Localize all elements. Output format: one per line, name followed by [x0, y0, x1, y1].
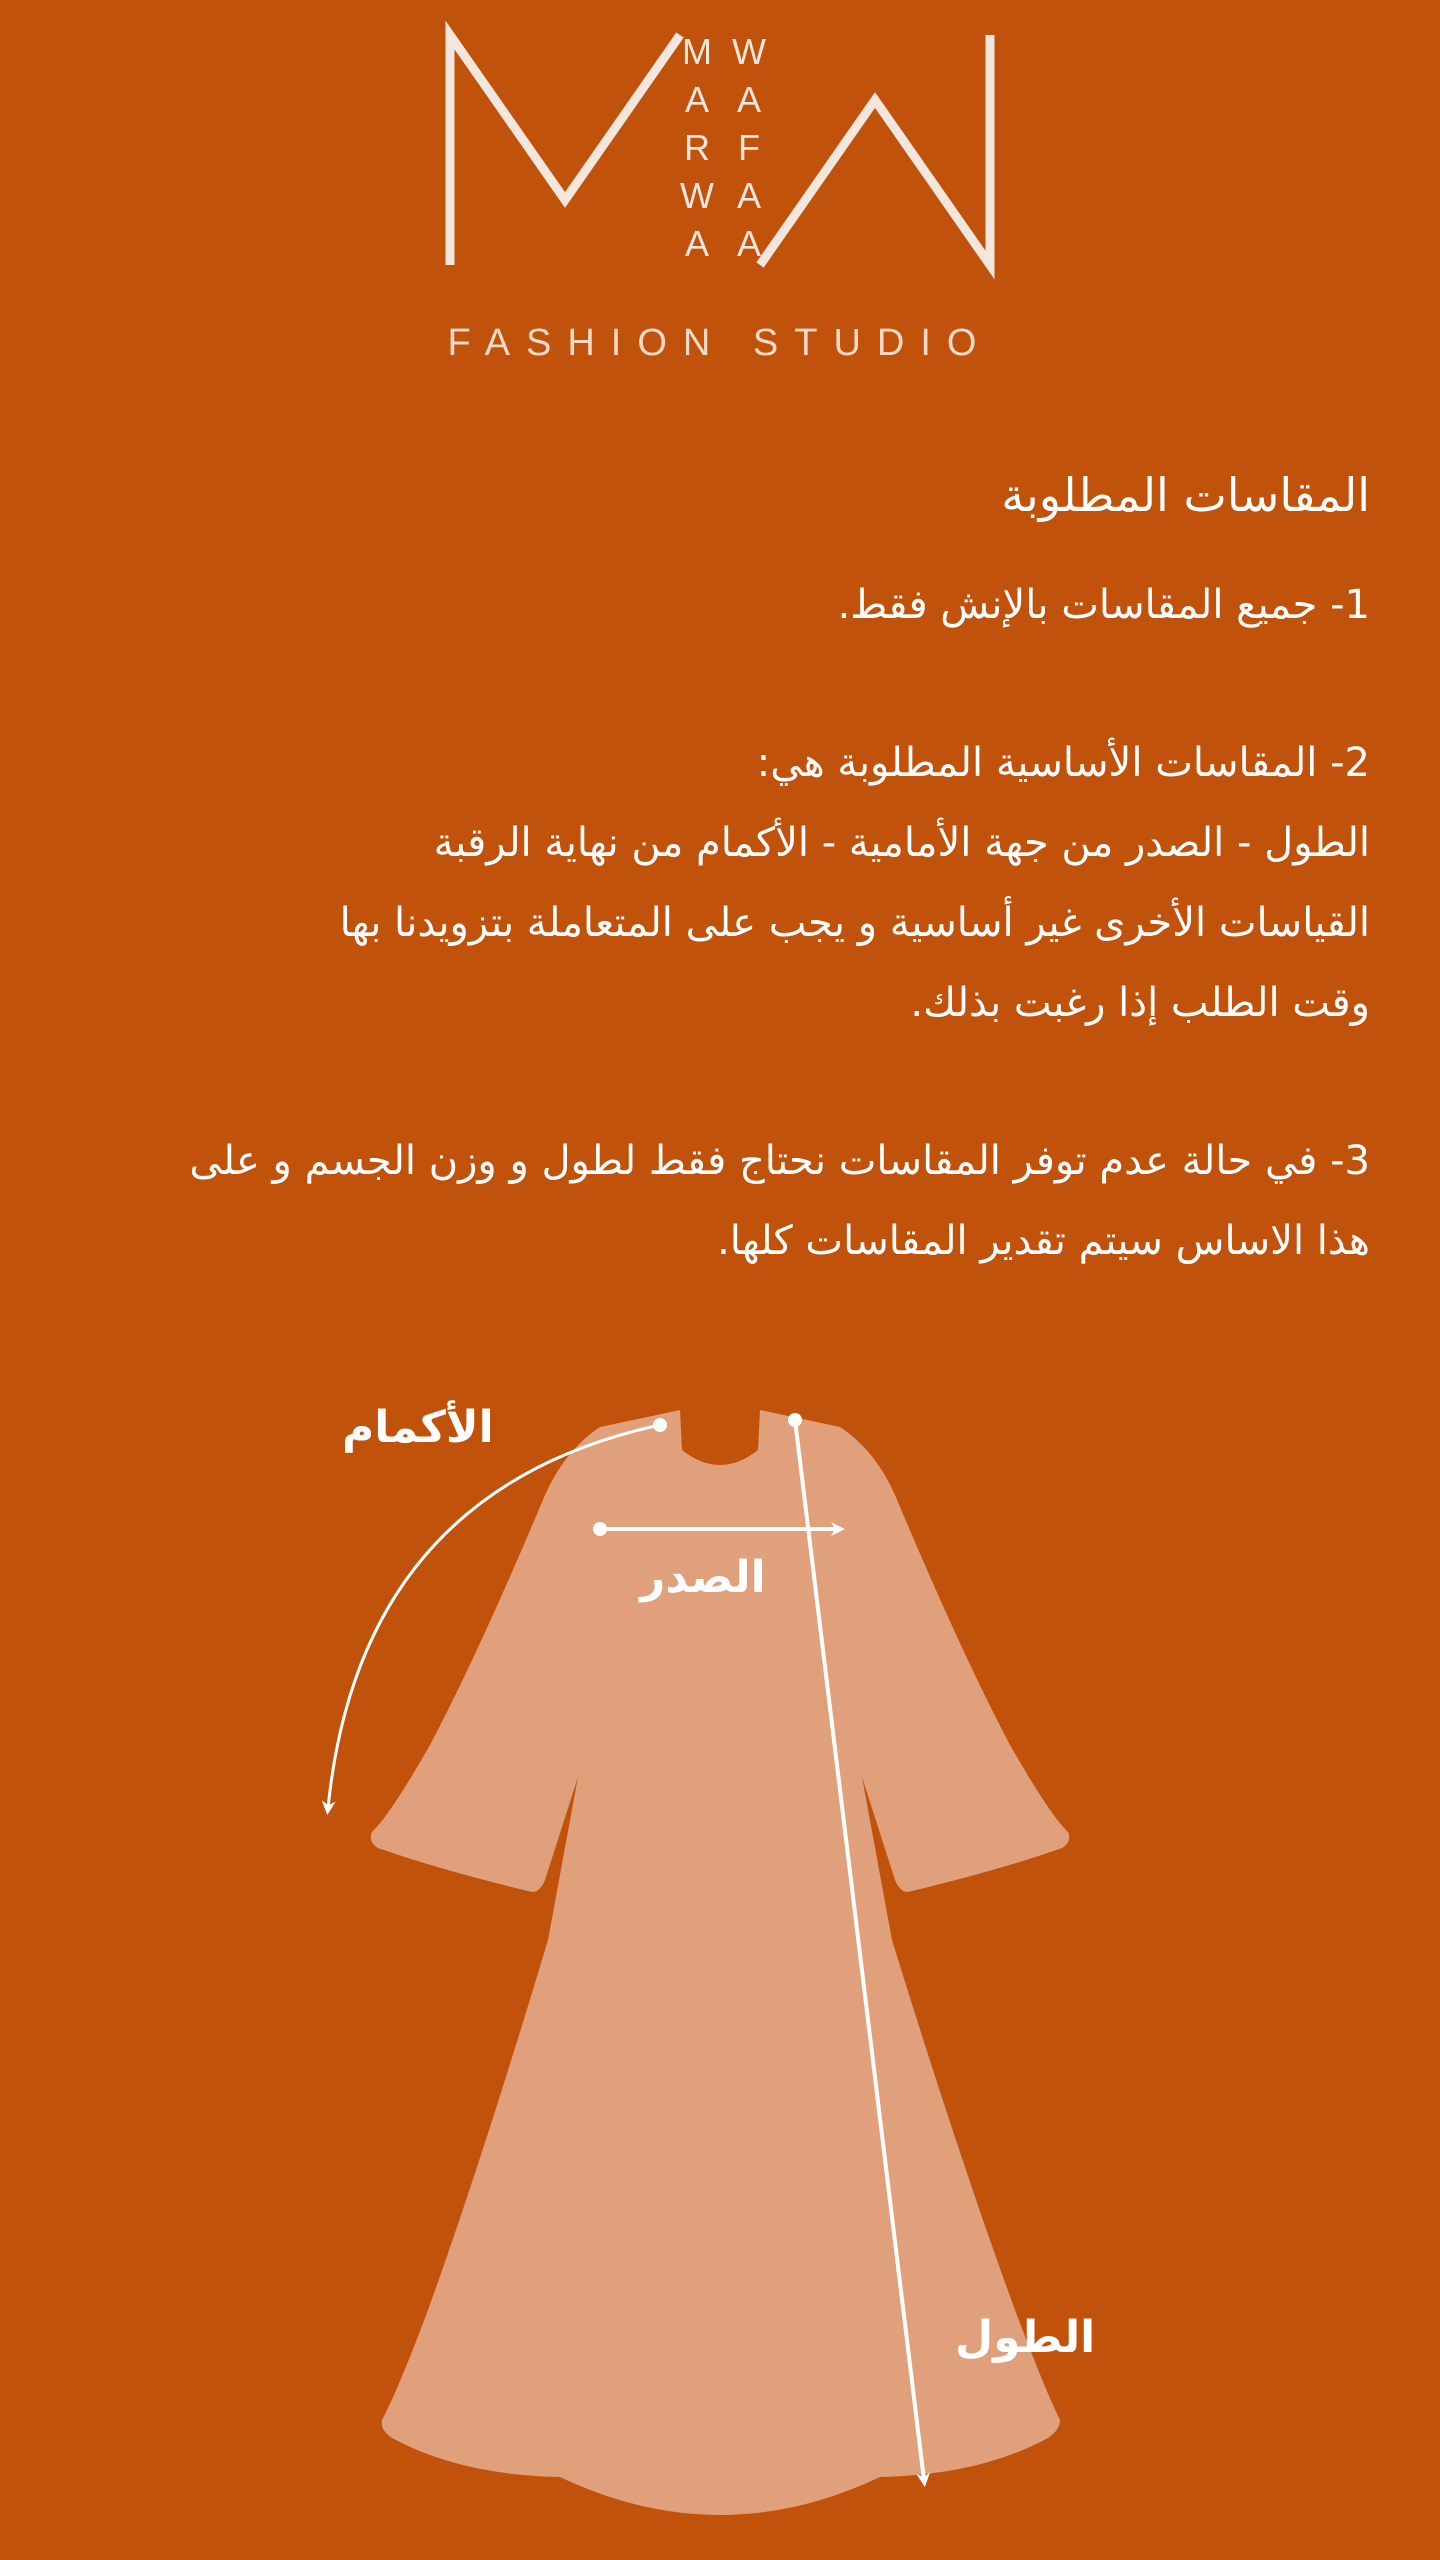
brand-letter: F [738, 127, 760, 168]
measurements-info [40, 455, 1370, 1281]
sleeve-start-dot [653, 1418, 667, 1432]
measurement-diagram [0, 1380, 1440, 2560]
brand-letter: R [684, 127, 710, 168]
brand-letter: A [684, 223, 709, 264]
brand-letter: A [736, 223, 761, 264]
info-line-7: هذا الاساس سيتم تقدير المقاسات كلها. [717, 1218, 1370, 1264]
page-title: المقاسات المطلوبة [1001, 468, 1370, 522]
length-label: الطول [955, 2312, 1096, 2363]
brand-logo [0, 0, 1440, 380]
brand-letter: M [682, 31, 712, 72]
chest-start-dot [593, 1522, 607, 1536]
brand-letter: A [736, 175, 761, 216]
chest-label: الصدر [640, 1552, 766, 1603]
info-line-3: الطول - الصدر من جهة الأمامية - الأكمام من نهاية الرقبة [433, 820, 1370, 866]
info-line-2: 2- المقاسات الأساسية المطلوبة هي: [756, 740, 1370, 786]
brand-letter: W [732, 31, 766, 72]
brand-right-name [729, 28, 769, 268]
length-start-dot [788, 1413, 802, 1427]
brand-letter: A [684, 79, 709, 120]
brand-letter: W [680, 175, 714, 216]
brand-left-name [677, 28, 717, 268]
brand-tagline: FASHION STUDIO [447, 322, 993, 364]
spacer [40, 1043, 1370, 1121]
info-line-4: القياسات الأخرى غير أساسية و يجب على المتعاملة بتزويدنا بها [339, 900, 1370, 946]
spacer [40, 645, 1370, 723]
info-line-6: 3- في حالة عدم توفر المقاسات نحتاج فقط لطول و وزن الجسم و على [189, 1138, 1370, 1184]
sleeve-label: الأكمام [342, 1402, 494, 1453]
brand-letter: A [736, 79, 761, 120]
info-line-5: وقت الطلب إذا رغبت بذلك. [910, 980, 1370, 1026]
info-line-1: 1- جميع المقاسات بالإنش فقط. [837, 582, 1370, 628]
